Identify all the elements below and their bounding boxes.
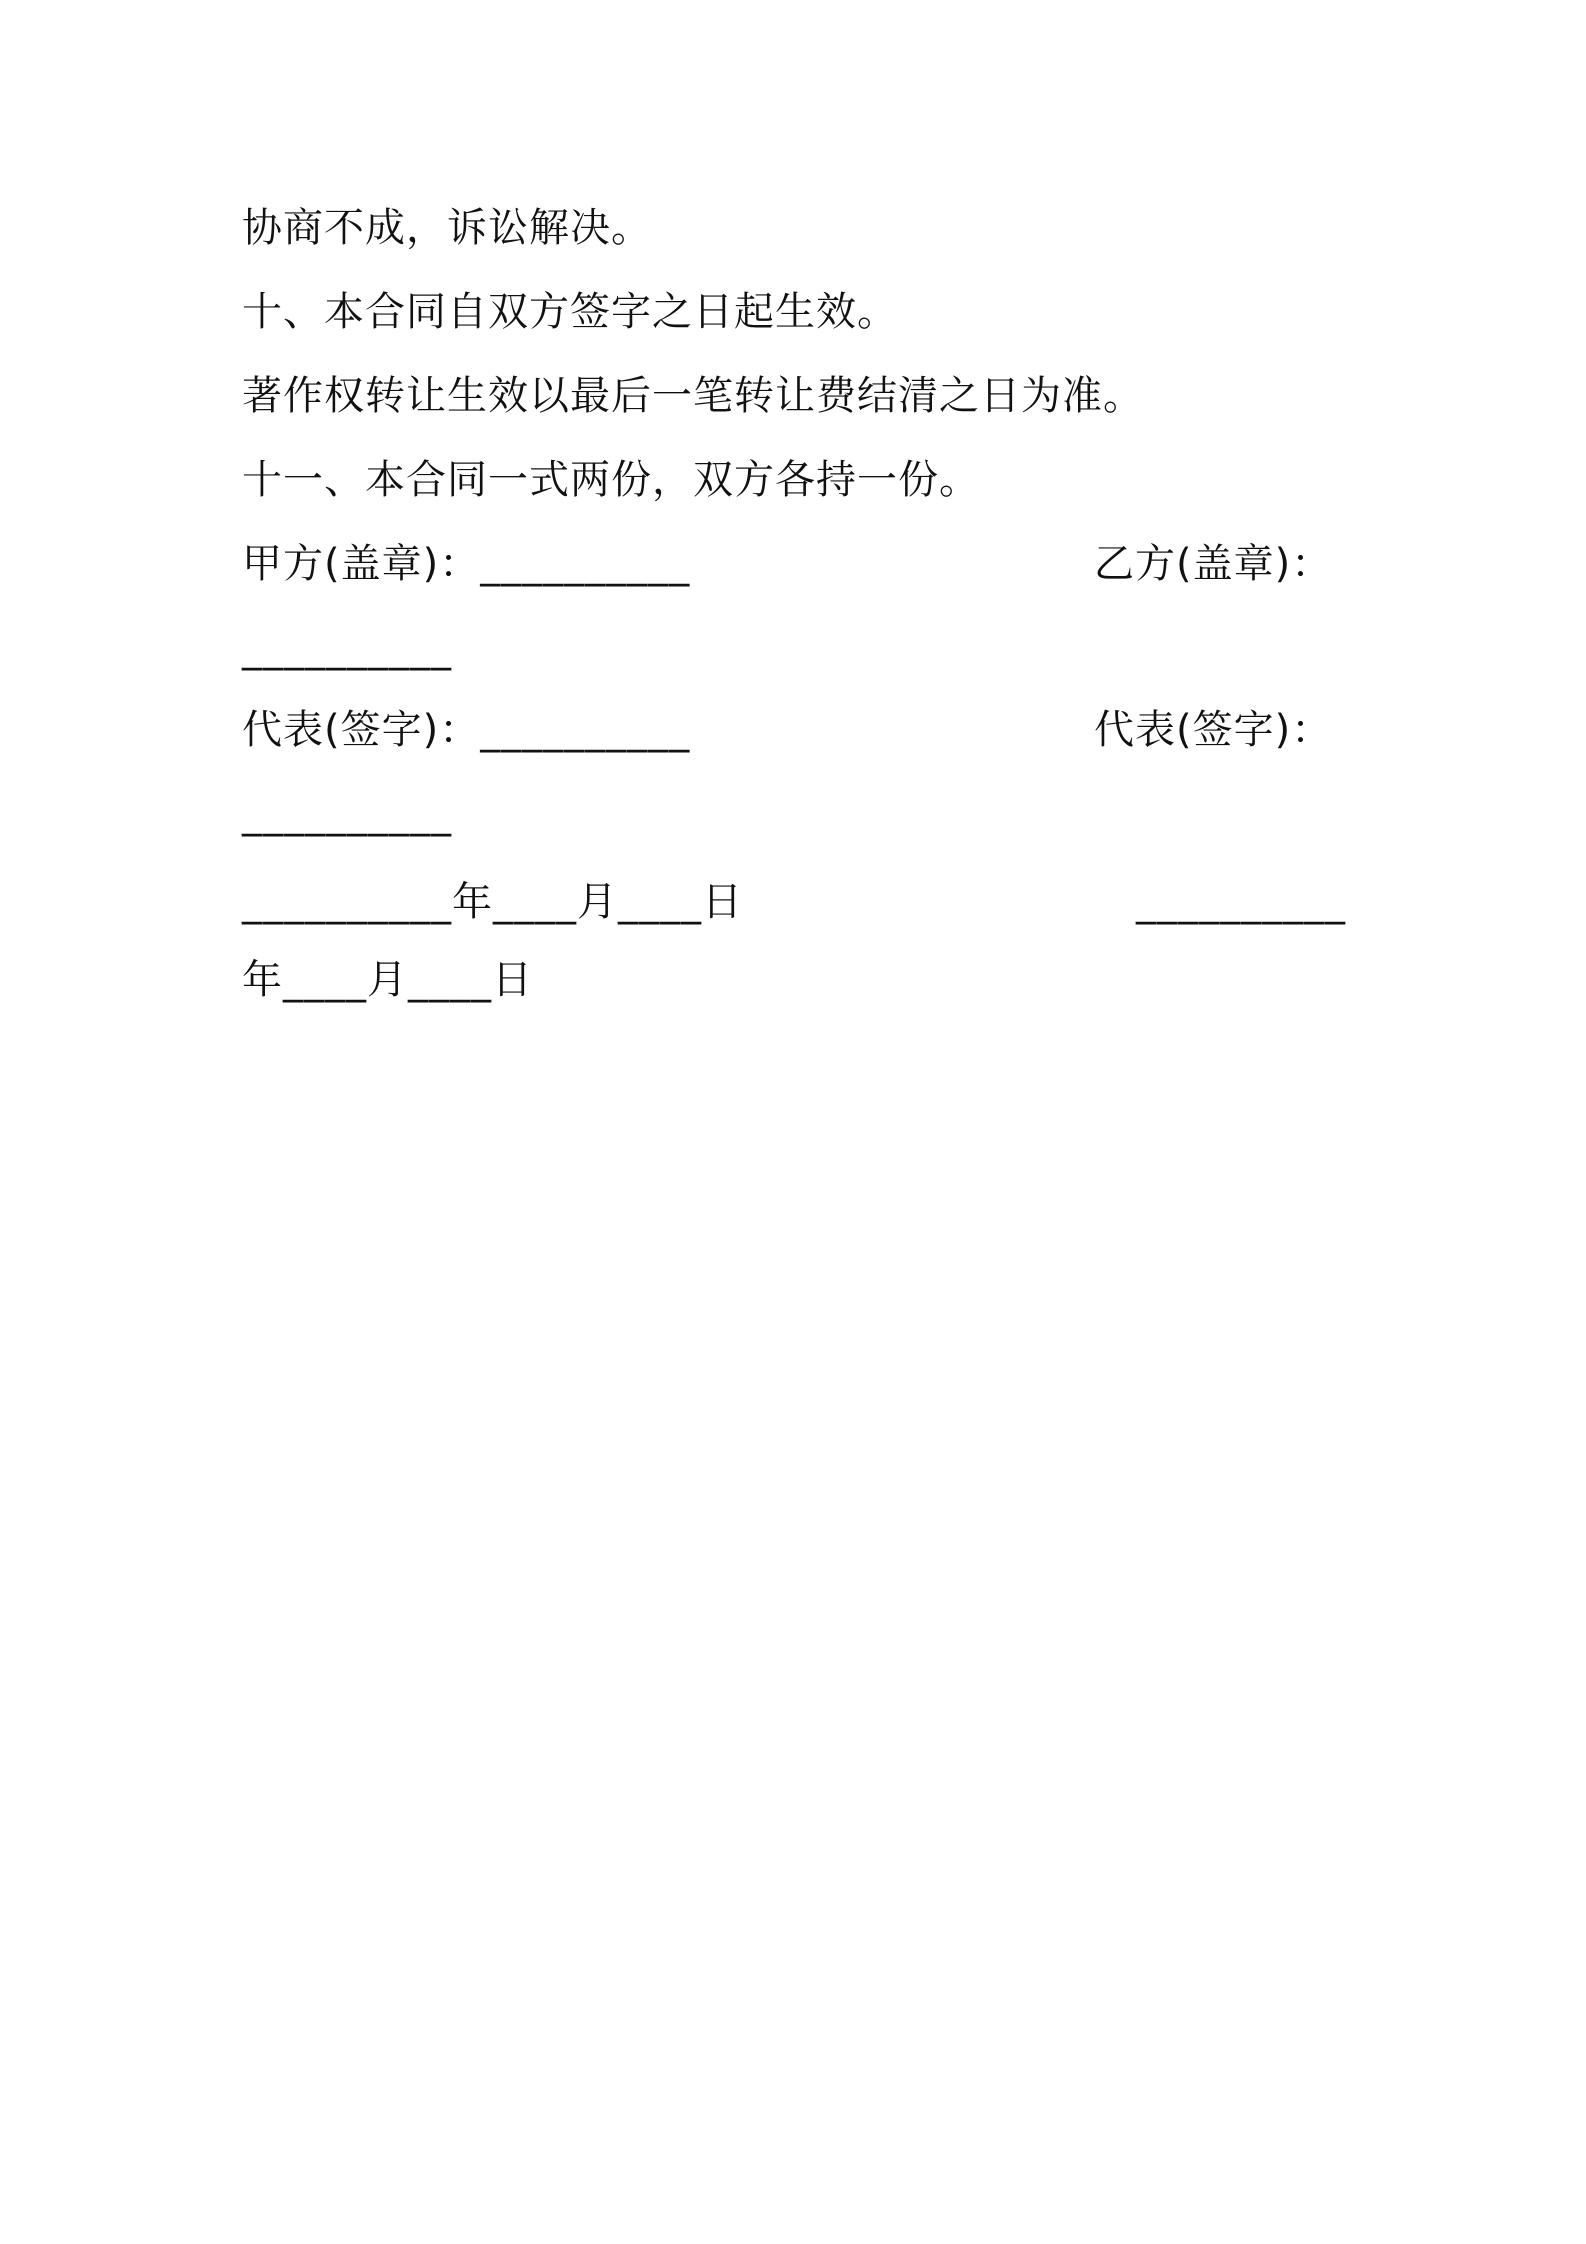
- party-b-rep-blank: __________: [242, 791, 452, 837]
- party-b-seal-blank: __________: [242, 625, 452, 671]
- party-b-seal-label: 乙方(盖章)：: [1094, 541, 1333, 587]
- paragraph-dispute: 协商不成，诉讼解决。: [242, 205, 652, 251]
- paragraph-clause-10: 十、本合同自双方签字之日起生效。: [242, 289, 898, 335]
- party-b-rep-label: 代表(签字)：: [1094, 707, 1333, 753]
- paragraph-copyright-transfer: 著作权转让生效以最后一笔转让费结清之日为准。: [242, 373, 1144, 419]
- party-b-date-rest: 年____月____日: [242, 957, 533, 1003]
- party-a-seal-line: 甲方(盖章)：__________: [242, 541, 691, 587]
- paragraph-clause-11: 十一、本合同一式两份，双方各持一份。: [242, 457, 980, 503]
- party-b-date-blank: __________: [1136, 879, 1346, 925]
- party-a-date-line: __________年____月____日: [242, 879, 743, 925]
- party-a-rep-line: 代表(签字)：__________: [242, 707, 691, 753]
